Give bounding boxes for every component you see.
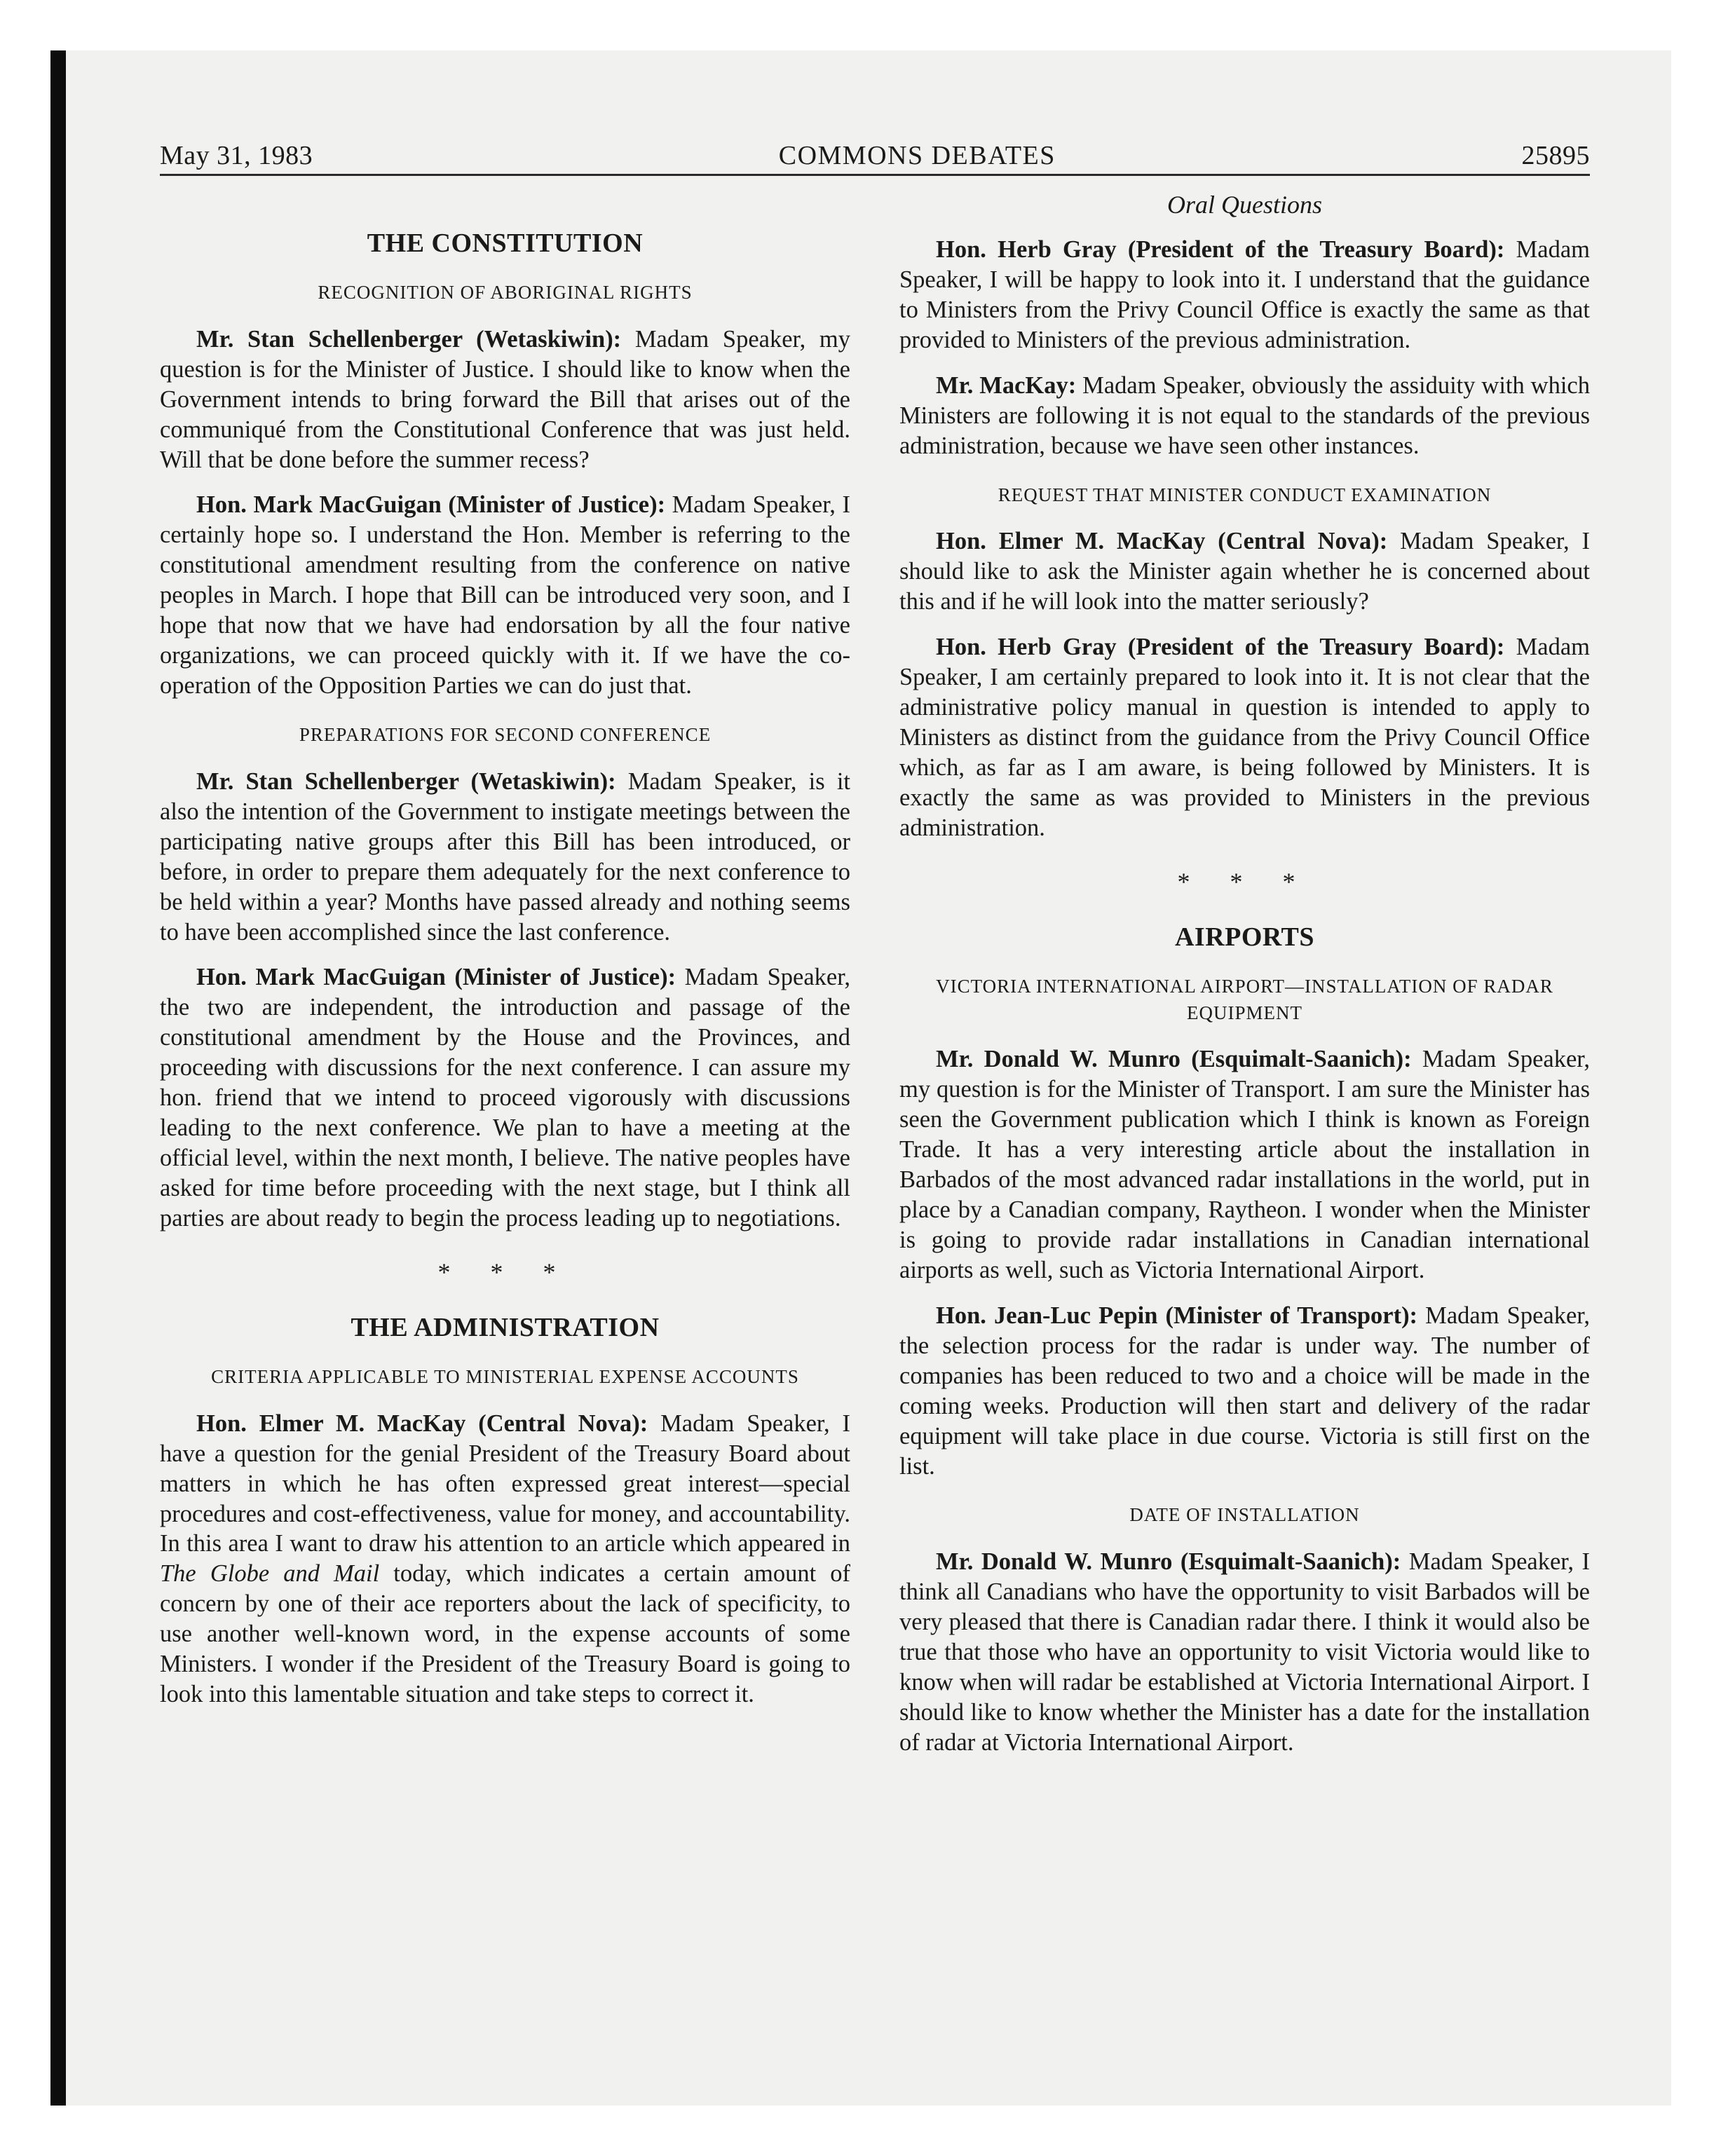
section-heading-administration: THE ADMINISTRATION <box>351 1312 660 1342</box>
section-separator: * * * <box>437 1257 573 1286</box>
speaker-name: Mr. Stan Schellenberger (Wetaskiwin): <box>196 767 616 795</box>
speech-paragraph <box>160 325 850 475</box>
speaker-name: Mr. Donald W. Munro (Esquimalt-Saanich): <box>936 1046 1412 1073</box>
speaker-name: Mr. Stan Schellenberger (Wetaskiwin): <box>196 325 622 353</box>
speech-text: Madam Speaker, obviously the assiduity with which Ministers are following it is not equal to the standards of the previous administration, because we have seen other instances. <box>899 371 1590 459</box>
two-column-body <box>160 186 1590 1773</box>
speech-paragraph <box>160 490 850 701</box>
hansard-page <box>160 140 1590 1935</box>
speech-paragraph <box>899 371 1590 461</box>
header-page-number: 25895 <box>1521 141 1590 170</box>
speaker-name: Hon. Elmer M. MacKay (Central Nova): <box>196 1410 648 1437</box>
speaker-name: Hon. Mark MacGuigan (Minister of Justice): <box>196 964 676 991</box>
speech-paragraph <box>160 962 850 1233</box>
speech-text: Madam Speaker, my question is for the Minister of Justice. I should like to know when the Government intends to bring forward the Bill that arises out of the communiqué from the Constitutional Conference that was just held. Will that be done before the summer recess? <box>160 325 850 473</box>
publication-title: The Globe and Mail <box>160 1560 380 1588</box>
subheading-installation-date: DATE OF INSTALLATION <box>1129 1504 1360 1526</box>
speaker-name: Hon. Herb Gray (President of the Treasury Board): <box>936 236 1505 263</box>
speech-text: Madam Speaker, I should like to ask the Minister again whether he is concerned about this and if he will look into the matter seriously? <box>899 528 1590 615</box>
speech-paragraph <box>899 526 1590 617</box>
speech-text: Madam Speaker, the selection process for the radar is under way. The number of companies has been reduced to two and a choice will be made in the coming weeks. Production will then start and delivery of the radar equipment will take place in due course. Victoria is still first on the list. <box>899 1302 1590 1480</box>
section-heading-airports: AIRPORTS <box>1174 922 1315 952</box>
subheading-minister-examination: REQUEST THAT MINISTER CONDUCT EXAMINATION <box>998 484 1492 505</box>
speech-text: Madam Speaker, my question is for the Minister of Transport. I am sure the Minister has seen the Government publication which I think is known as Foreign Trade. It has a very interesting article about the installation in Barbados of the most advanced radar installations in the world, put in place by a Canadian company, Raytheon. I wonder when the Minister is going to provide radar installations in Canadian international airports as well, such as Victoria International Airport. <box>899 1046 1591 1283</box>
left-column <box>160 186 850 1773</box>
speaker-name: Mr. MacKay: <box>936 371 1077 399</box>
speech-paragraph <box>899 1044 1590 1285</box>
speaker-name: Hon. Elmer M. MacKay (Central Nova): <box>936 528 1388 555</box>
subheading-expense-accounts: CRITERIA APPLICABLE TO MINISTERIAL EXPENSE ACCOUNTS <box>211 1365 799 1387</box>
speaker-name: Mr. Donald W. Munro (Esquimalt-Saanich): <box>936 1548 1401 1576</box>
speech-paragraph <box>899 632 1590 843</box>
right-column <box>899 186 1590 1773</box>
speech-text: Madam Speaker, the two are independent, the introduction and passage of the constitutional amendment by the House and the Provinces, and proceeding with discussions for the next conference. I can assure my hon. friend that we intend to proceed vigorously with discussions leading to the next conference. We plan to have a meeting at the official level, within the next month, I believe. The native peoples have asked for time before proceeding with the next stage, but I think all parties are about ready to begin the process leading up to negotiations. <box>160 964 850 1231</box>
header-publication: COMMONS DEBATES <box>778 141 1056 170</box>
speech-text: today, which indicates a certain amount of concern by one of their ace reporters about the lack of specificity, to use another well-known word, in the expense accounts of some Ministers. I wonder if the President of the Treasury Board is going to look into this lamentable situation and take steps to correct it. <box>160 1560 850 1708</box>
subheading-aboriginal-rights: RECOGNITION OF ABORIGINAL RIGHTS <box>318 282 693 303</box>
speech-paragraph <box>160 767 850 948</box>
speech-paragraph <box>899 1547 1590 1758</box>
speech-text: Madam Speaker, is it also the intention of the Government to instigate meetings between the participating native groups after this Bill has been introduced, or before, in order to prepare them adequately for the next conference to be held within a year? Months have passed already and nothing seems to have been accomplished since the last conference. <box>160 767 850 946</box>
speaker-name: Hon. Jean-Luc Pepin (Minister of Transport): <box>936 1302 1418 1329</box>
section-separator: * * * <box>1177 867 1312 896</box>
section-heading-constitution: THE CONSTITUTION <box>367 228 644 258</box>
speech-paragraph <box>899 235 1590 355</box>
speaker-name: Hon. Mark MacGuigan (Minister of Justice): <box>196 491 666 519</box>
speech-paragraph <box>899 1301 1590 1482</box>
speech-text: Madam Speaker, I will be happy to look into it. I understand that the guidance to Ministers from the Privy Council Office is exactly the same as that provided to Ministers of the previous administration. <box>899 236 1591 353</box>
speech-text: Madam Speaker, I certainly hope so. I understand the Hon. Member is referring to the constitutional amendment resulting from the conference on native peoples in March. I hope that Bill can be introduced very soon, and I hope that now that we have had endorsation by all the four native organizations, we can proceed quickly with it. If we have the co-operation of the Opposition Parties we can do just that. <box>160 491 850 700</box>
speech-text: Madam Speaker, I think all Canadians who have the opportunity to visit Barbados will be very pleased that there is Canadian radar there. I think it would also be true that those who have an opportunity to visit Victoria would like to know when will radar be established at Victoria International Airport. I should like to know whether the Minister has a date for the installation of radar at Victoria International Airport. <box>899 1548 1591 1756</box>
speaker-name: Hon. Herb Gray (President of the Treasury Board): <box>936 634 1505 661</box>
speech-paragraph <box>160 1409 850 1710</box>
running-head: Oral Questions <box>1166 191 1322 219</box>
subheading-second-conference: PREPARATIONS FOR SECOND CONFERENCE <box>299 724 712 746</box>
speech-text: Madam Speaker, I have a question for the genial President of the Treasury Board about matters in which he has often expressed great interest—special procedures and cost-effectiveness, value for money, and accountability. In this area I want to draw his attention to an article which appeared in <box>160 1410 850 1557</box>
header-date: May 31, 1983 <box>160 141 313 170</box>
subheading-victoria-radar: VICTORIA INTERNATIONAL AIRPORT—INSTALLATION OF RADAR EQUIPMENT <box>936 975 1553 1023</box>
page-header <box>160 140 1590 176</box>
speech-text: Madam Speaker, I am certainly prepared to look into it. It is not clear that the administrative policy manual in question is intended to apply to Ministers as distinct from the guidance from the Privy Council Office which, as far as I am aware, is being followed by Ministers. It is exactly the same as was provided to Ministers in the previous administration. <box>899 634 1591 841</box>
